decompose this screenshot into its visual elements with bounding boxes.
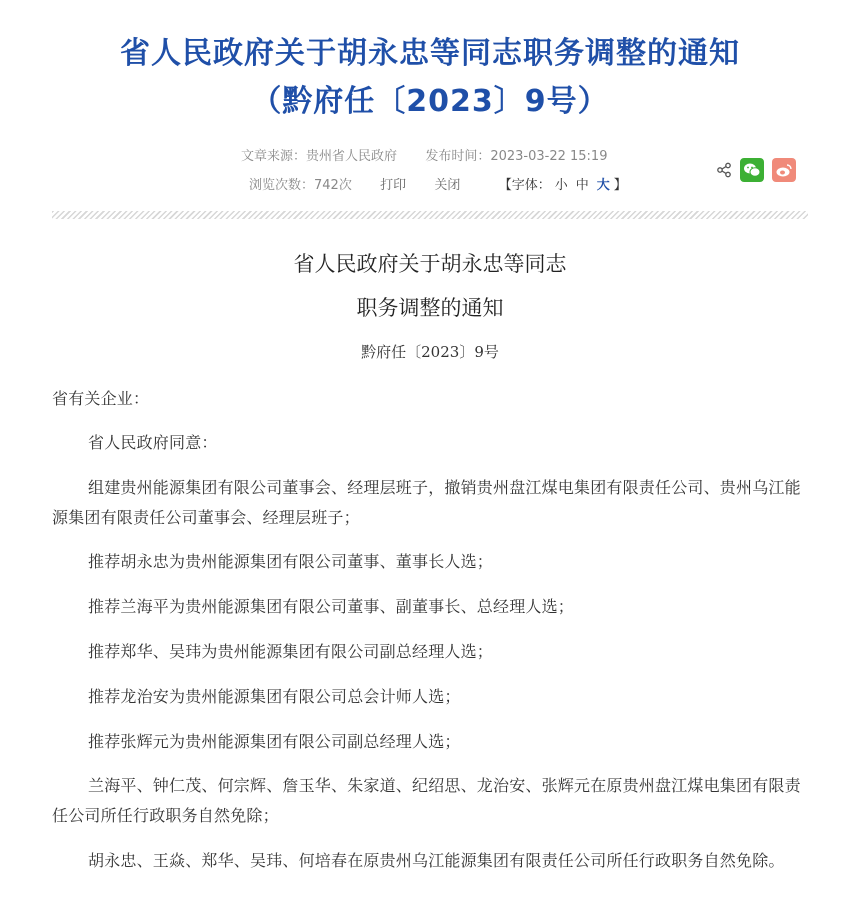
weibo-icon[interactable]	[772, 158, 796, 182]
share-icon[interactable]	[716, 162, 732, 178]
paragraph: 推荐张辉元为贵州能源集团有限公司副总经理人选；	[88, 732, 461, 751]
addressee: 省有关企业：	[52, 389, 150, 408]
font-size-prefix: 【字体：	[498, 178, 551, 193]
document-number-title: （黔府任〔2023〕9号）	[251, 84, 609, 119]
meta-row-2	[249, 176, 627, 196]
wechat-icon[interactable]	[740, 158, 764, 182]
font-large-button[interactable]: 大	[596, 178, 610, 193]
paragraph: 推荐兰海平为贵州能源集团有限公司董事、副董事长、总经理人选；	[88, 597, 575, 616]
font-size-suffix: 】	[613, 178, 627, 193]
article-heading-line2: 职务调整的通知	[356, 296, 504, 320]
divider	[52, 211, 808, 219]
meta-row-1	[241, 147, 607, 167]
paragraph: 推荐胡永忠为贵州能源集团有限公司董事、董事长人选；	[88, 552, 494, 571]
document-number: 黔府任〔2023〕9号	[361, 343, 499, 361]
views-label: 浏览次数：	[249, 178, 315, 193]
source-label: 文章来源：	[241, 149, 307, 164]
paragraph: 兰海平、钟仁茂、何宗辉、詹玉华、朱家道、纪绍思、龙治安、张辉元在原贵州盘江煤电集团有限责任公司所任行政职务自然免除；	[52, 776, 801, 825]
views-count: 742次	[314, 178, 352, 193]
publish-label: 发布时间：	[425, 149, 491, 164]
paragraph: 组建贵州能源集团有限公司董事会、经理层班子，撤销贵州盘江煤电集团有限责任公司、贵州乌江能源集团有限责任公司董事会、经理层班子；	[52, 478, 801, 527]
source-value: 贵州省人民政府	[306, 149, 398, 164]
paragraph: 推荐郑华、吴玮为贵州能源集团有限公司副总经理人选；	[88, 642, 494, 661]
font-medium-button[interactable]: 中	[575, 178, 589, 193]
paragraph: 推荐龙治安为贵州能源集团有限公司总会计师人选；	[88, 687, 461, 706]
font-small-button[interactable]: 小	[554, 178, 568, 193]
share-bar	[716, 158, 796, 182]
paragraph: 省人民政府同意：	[88, 433, 218, 452]
page-title: 省人民政府关于胡永忠等同志职务调整的通知	[120, 36, 740, 71]
paragraph: 胡永忠、王焱、郑华、吴玮、何培春在原贵州乌江能源集团有限责任公司所任行政职务自然免除。	[88, 851, 785, 870]
print-link[interactable]: 打印	[380, 178, 407, 193]
article-heading-line1: 省人民政府关于胡永忠等同志	[293, 252, 567, 276]
publish-time: 2023-03-22 15:19	[490, 149, 608, 164]
close-link[interactable]: 关闭	[434, 178, 461, 193]
